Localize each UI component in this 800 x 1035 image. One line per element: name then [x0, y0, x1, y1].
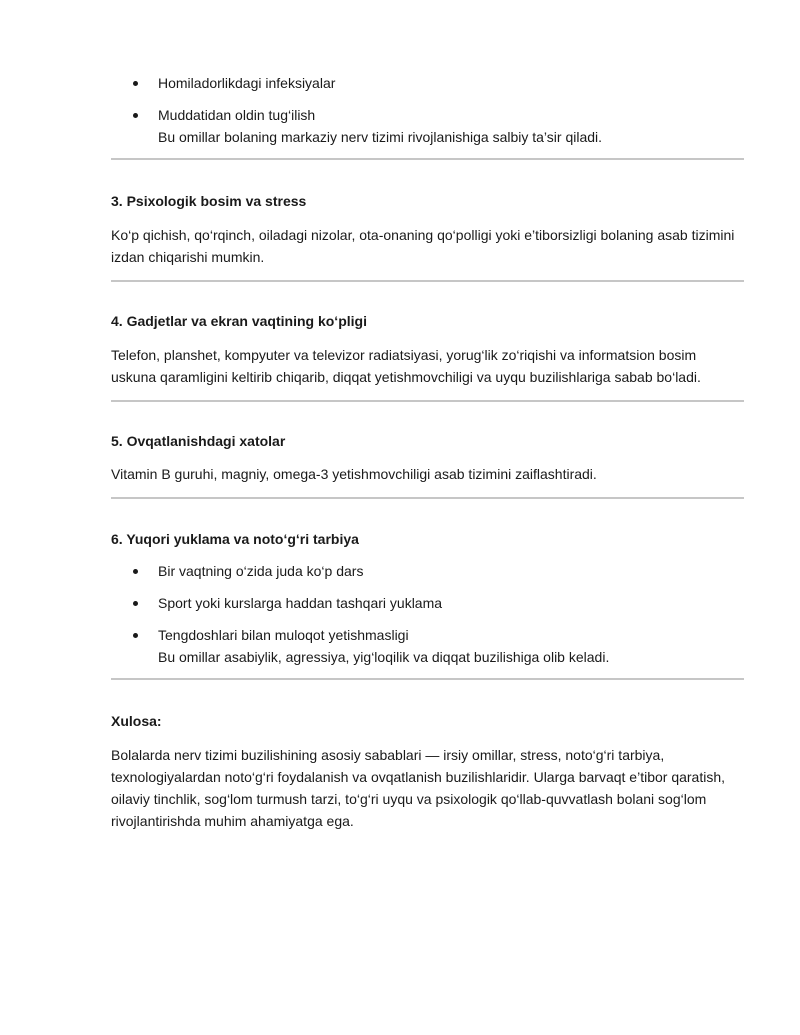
section-heading-3: 3. Psixologik bosim va stress	[111, 193, 307, 209]
list-item-text: Tengdoshlari bilan muloqot yetishmasligi	[158, 627, 409, 643]
intro-bullet-list	[111, 72, 744, 148]
section-divider	[111, 497, 744, 499]
section-body-5: Vitamin B guruhi, magniy, omega-3 yetishmovchiligi asab tizimini zaiflashtiradi.	[111, 466, 597, 482]
list-item	[111, 72, 744, 94]
bullet-icon	[133, 633, 138, 638]
section-divider	[111, 400, 744, 402]
list-item-text: Homiladorlikdagi infeksiyalar	[158, 75, 336, 91]
conclusion-body: Bolalarda nerv tizimi buzilishining asosiy sabablari — irsiy omillar, stress, noto‘g‘ri tarbiya, texnologiyalardan noto‘g‘ri foydalanish va ovqatlanish buzilishlaridir. Ularga barvaqt e’tibor qaratish, oilaviy tinchlik, sog‘lom turmush tarzi, to‘g‘ri uyqu va psixologik qo‘llab-quvvatlash bolani sog‘lom rivojlantirishda muhim ahamiyatga ega.	[111, 747, 726, 829]
section-heading-4: 4. Gadjetlar va ekran vaqtining ko‘pligi	[111, 313, 367, 329]
list-item	[111, 104, 744, 148]
list-item-text: Sport yoki kurslarga haddan tashqari yuklama	[158, 595, 443, 611]
list-item-note: Bu omillar bolaning markaziy nerv tizimi rivojlanishiga salbiy ta’sir qiladi.	[158, 129, 603, 145]
list-item-note: Bu omillar asabiylik, agressiya, yig‘loqilik va diqqat buzilishiga olib keladi.	[158, 649, 610, 665]
section-divider	[111, 280, 744, 282]
bullet-icon	[133, 81, 138, 86]
bullet-icon	[133, 113, 138, 118]
list-item-text: Muddatidan oldin tug‘ilish	[158, 107, 316, 123]
section-divider	[111, 678, 744, 680]
section-divider	[111, 158, 744, 160]
list-item	[111, 624, 744, 668]
section-body-3: Ko‘p qichish, qo‘rqinch, oiladagi nizolar, ota-onaning qo‘polligi yoki e’tiborsizligi bolaning asab tizimini izdan chiqarishi mumkin.	[111, 227, 735, 265]
bullet-icon	[133, 569, 138, 574]
list-item	[111, 592, 744, 614]
bullet-icon	[133, 601, 138, 606]
section-heading-5: 5. Ovqatlanishdagi xatolar	[111, 433, 286, 449]
document-content	[111, 72, 744, 832]
section-body-4: Telefon, planshet, kompyuter va televizor radiatsiyasi, yorug‘lik zo‘riqishi va informatsion bosim uskuna qaramligini keltirib chiqarib, diqqat yetishmovchiligi va uyqu buzilishlariga sabab bo‘ladi.	[111, 347, 701, 385]
list-item-text: Bir vaqtning o‘zida juda ko‘p dars	[158, 563, 364, 579]
list-item	[111, 560, 744, 582]
section-heading-6: 6. Yuqori yuklama va noto‘g‘ri tarbiya	[111, 531, 359, 547]
section-6-bullet-list	[111, 560, 744, 668]
conclusion-heading: Xulosa:	[111, 713, 162, 729]
